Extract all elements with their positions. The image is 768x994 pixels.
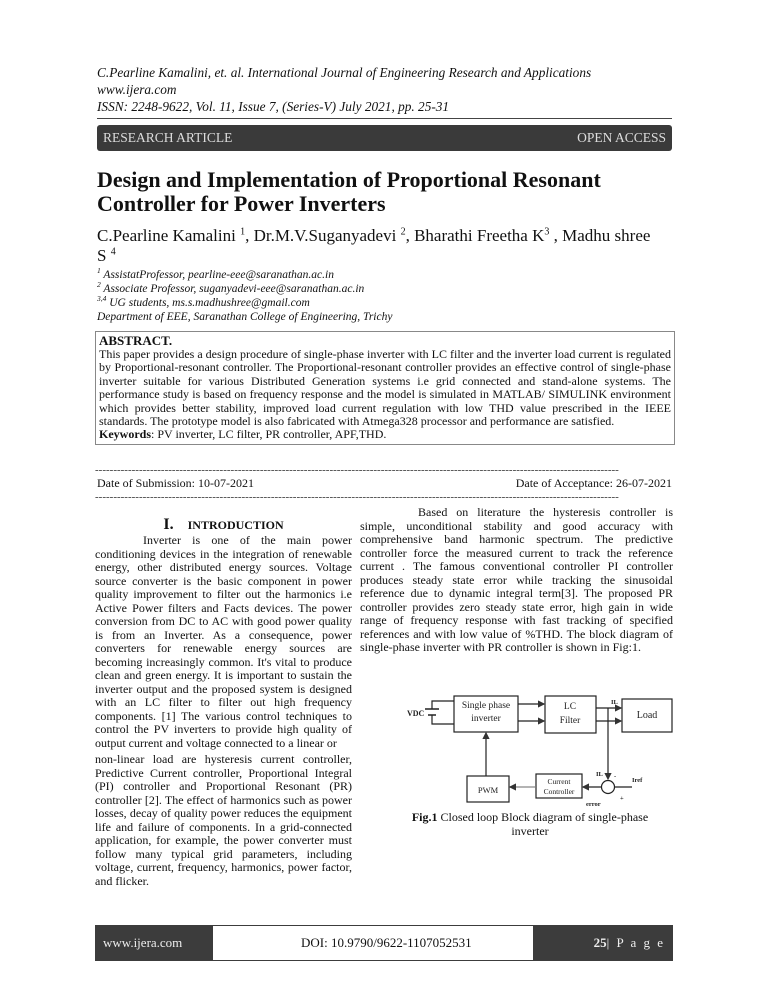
load-label: Load (636, 710, 658, 721)
dates-row (97, 477, 672, 490)
author-sup: 4 (110, 246, 116, 258)
issn-line: ISSN: 2248-9622, Vol. 11, Issue 7, (Series-V) July 2021, pp. 25-31 (97, 99, 450, 114)
figure-caption (370, 810, 690, 838)
battery-icon (425, 709, 439, 715)
affil-text: UG students, ms.s.madhushree@gmail.com (106, 297, 310, 309)
author-name: C.Pearline Kamalini (97, 226, 241, 245)
submission-date: Date of Submission: 10-07-2021 (97, 476, 254, 490)
keywords-text: : PV inverter, LC filter, PR controller, APF,THD. (151, 427, 387, 442)
footer-doi: DOI: 10.9790/9622-1107052531 (213, 925, 533, 961)
affil-sup: 1 (97, 266, 101, 276)
vdc-label: VDC (407, 709, 425, 718)
affil-text: Associate Professor, suganyadevi-eee@saranathan.ac.in (100, 283, 365, 295)
iref-label: Iref (632, 777, 643, 784)
citation-line: C.Pearline Kamalini, et. al. International Journal of Engineering Research and Applications (97, 65, 592, 80)
figure-caption-text: Closed loop Block diagram of single-phase inverter (437, 810, 649, 838)
left-column-p2: non-linear load are hysteresis current controller, Predictive Current controller, Proportional Integral (PI) controller and Proportional Resonant (PR) controller [2]. The effect of harmonics such as power losses, decay of quality power reduces the equipment life and failure of components. In a grid-connected application, for example, the power converter must follow many typical grid parameters, including voltage, current, frequency, harmonics, power factor, and flicker. (95, 752, 352, 888)
affil-text: Department of EEE, Saranathan College of Engineering, Trichy (97, 311, 393, 323)
plus-sign: + (620, 795, 624, 802)
page-label: | P a g e (606, 935, 665, 950)
section-heading (95, 517, 352, 533)
cc-label-2: Controller (543, 787, 575, 796)
page-number: 25 (593, 935, 607, 950)
header-rule (97, 118, 672, 119)
abstract-text: This paper provides a design procedure of single-phase inverter with LC filter and the inverter load current is regulated by Proportional-resonant controller. The Proportional-resonant controller provides an effective control of single-phase inverter suitable for various Distributed Generation systems i.e grid connected and stand-alone systems. The performance study is based on frequency response and the model is simulated in MATLAB/ SIMULINK environment which provides better stability, improved load current regulation with low THD value prescribed in the IEEE standards. The prototype model is also fabricated with Atmega328 processor and performance are satisfied. (99, 347, 671, 429)
research-article-label: RESEARCH ARTICLE (103, 130, 233, 145)
acceptance-date: Date of Acceptance: 26-07-2021 (515, 476, 672, 490)
affil-text: AssistatProfessor, pearline-eee@saranathan.ac.in (100, 269, 334, 281)
divider: ----------------------------------------------------------------------------------------------------------------------------------------------- (95, 492, 619, 502)
abstract-box (95, 331, 675, 445)
author-sup: 2 (400, 226, 406, 238)
figure-number: Fig.1 (411, 810, 438, 824)
minus-sign: - (614, 773, 617, 780)
paper-title: Design and Implementation of Proportional Resonant Controller for Power Inverters (97, 167, 601, 216)
footer-website: www.ijera.com (95, 925, 213, 961)
inverter-label-1: Single phase (461, 701, 511, 711)
author-list (97, 226, 657, 266)
section-number: I. (163, 516, 174, 533)
abstract-heading: ABSTRACT. (99, 333, 173, 348)
open-access-label: OPEN ACCESS (577, 130, 666, 145)
keywords-label: Keywords (99, 427, 151, 442)
page-footer (95, 925, 673, 961)
article-type-banner (97, 125, 672, 151)
summing-junction (602, 781, 615, 794)
affiliation-line (97, 282, 392, 296)
il-top-label: IL (611, 699, 618, 706)
pwm-label: PWM (477, 785, 499, 795)
divider: ----------------------------------------------------------------------------------------------------------------------------------------------- (95, 465, 619, 475)
affiliation-line (97, 296, 392, 310)
cc-label-1: Current (547, 777, 571, 786)
error-label: error (586, 801, 601, 808)
affiliation-line (97, 268, 392, 282)
il-bottom-label: IL (596, 771, 603, 778)
lc-label-2: Filter (559, 716, 581, 726)
affiliations (97, 268, 392, 324)
author-name: , Madhu shree S (97, 226, 651, 265)
affil-sup: 3,4 (97, 294, 107, 304)
block-diagram (370, 690, 690, 810)
author-name: , Dr.M.V.Suganyadevi (245, 226, 401, 245)
dc-wire (432, 701, 454, 724)
inverter-label-2: inverter (471, 714, 501, 724)
author-sup: 3 (544, 226, 550, 238)
website-line: www.ijera.com (97, 82, 177, 97)
affiliation-line (97, 310, 392, 324)
running-header (97, 64, 677, 115)
author-sup: 1 (240, 226, 246, 238)
author-name: , Bharathi Freetha K (405, 226, 545, 245)
footer-page (533, 925, 673, 961)
affil-sup: 2 (97, 280, 101, 290)
lc-label-1: LC (563, 702, 577, 712)
section-title: INTRODUCTION (187, 518, 284, 532)
left-column-p1: Inverter is one of the main power conditioning devices in the integration of renewable energy, other distributed energy sources. Voltage source converter is the basic component in power quality improvement to filter out the harmonics i.e Active Power filters and Facts devices. The power conversion from DC to AC with good power quality is from an Inverter. As a consequence, power converters for renewable energy sources are becoming increasingly common. It's vital to produce clean and green energy. It is important to sustain the inverter output and the proposed system is designed with an LC filter to filter out high frequency components. [1] The various control techniques to control the PV inverters to provide high quality of output current and voltage connected to a linear or (95, 533, 352, 750)
keywords (99, 428, 671, 441)
right-column-p1: Based on literature the hysteresis controller is simple, unconditional stability and good accuracy with comprehensive band harmonic spectrum. The predictive controller force the measured current to track the reference current . The famous conventional controller PI controller produces steady state error while tracking the sinusoidal reference due to dynamic integral term[3]. The proposed PR controller provides zero steady state error, high gain in wide range of frequency response with fast tracking of specified references and with low value of %THD. The block diagram of single-phase inverter with PR controller is shown in Fig:1. (360, 505, 673, 654)
